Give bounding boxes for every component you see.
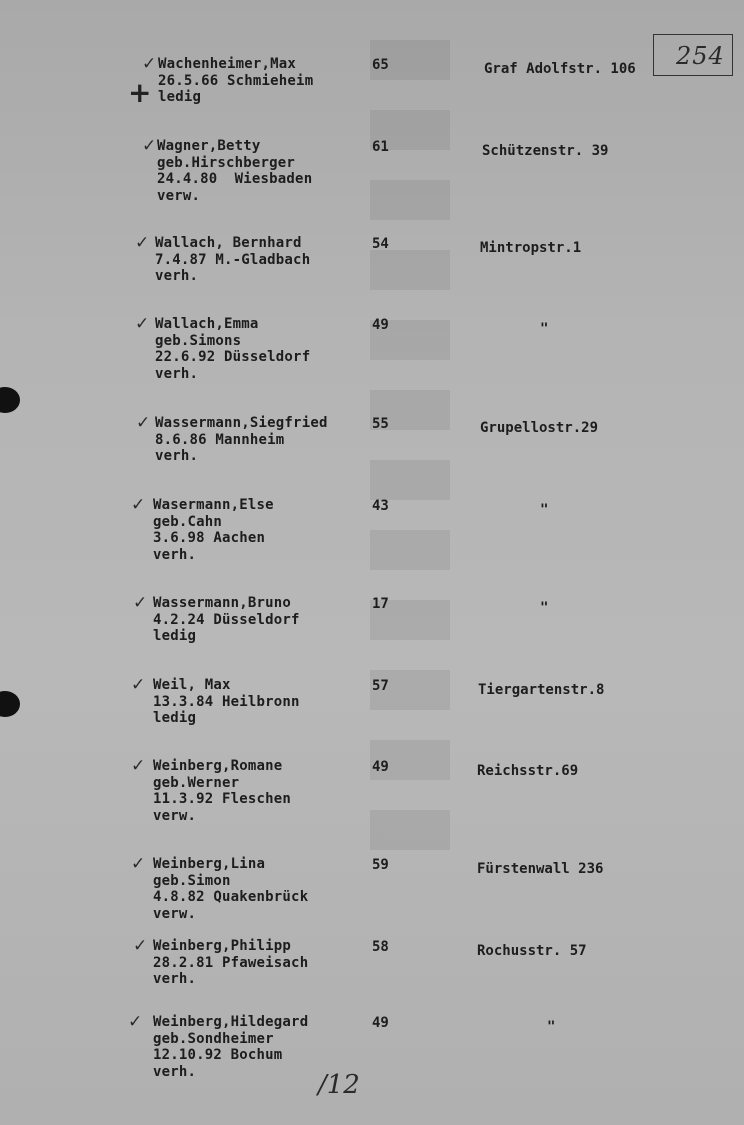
person-address: Graf Adolfstr. 106 [484,61,636,77]
person-age: 17 [372,596,389,612]
list-item [0,235,744,325]
person-age: 58 [372,939,389,955]
person-details [155,235,310,285]
person-address: " [540,502,549,518]
checkmark-icon: ✓ [128,1012,143,1032]
person-detail-line: 22.6.92 Düsseldorf [155,349,311,365]
person-address: Tiergartenstr.8 [478,682,605,698]
person-details [153,497,274,563]
list-item [0,595,744,685]
checkmark-icon: ✓ [131,756,146,776]
person-detail-line: verw. [157,187,201,204]
person-details [153,677,300,727]
person-detail-line: geb.Simon [153,872,231,889]
person-name: Wallach, Bernhard [155,235,302,251]
checkmark-icon: ✓ [131,495,146,515]
person-address: Reichsstr.69 [477,763,579,779]
person-detail-line: verh. [155,365,199,382]
person-detail-line: verw. [153,905,197,922]
person-detail-line: 7.4.87 M.-Gladbach [155,251,311,268]
person-address: Fürstenwall 236 [477,861,604,877]
person-address: Rochusstr. 57 [477,943,587,959]
list-item [0,316,744,406]
person-detail-line: 12.10.92 Bochum [153,1047,283,1063]
person-detail-line: ledig [153,628,197,644]
deceased-cross-mark: + [128,76,152,109]
person-detail-line: 8.6.86 Mannheim [155,431,285,448]
person-name: Wasermann,Else [153,497,274,513]
page-number: 254 [676,42,725,70]
person-address: " [540,600,549,616]
person-age: 49 [372,759,389,775]
checkmark-icon: ✓ [135,233,150,253]
person-age: 49 [372,317,389,333]
person-detail-line: 26.5.66 Schmieheim [158,72,314,89]
person-age: 55 [372,416,389,432]
person-detail-line: geb.Hirschberger [157,154,296,171]
list-item [0,856,744,946]
person-age: 59 [372,857,389,873]
person-detail-line: ledig [153,710,197,726]
person-detail-line: verh. [155,448,199,464]
person-address: Grupellostr.29 [480,420,599,436]
person-details [155,415,328,465]
checkmark-icon: ✓ [133,593,148,613]
person-name: Weinberg,Hildegard [153,1014,309,1030]
person-details [153,1014,308,1080]
person-age: 49 [372,1015,389,1031]
checkmark-icon: ✓ [142,54,157,74]
checkmark-icon: ✓ [133,936,148,956]
checkmark-icon: ✓ [131,854,146,874]
checkmark-icon: ✓ [135,314,150,334]
person-age: 61 [372,139,389,155]
person-name: Wassermann,Siegfried [155,415,328,431]
person-detail-line: verw. [153,807,197,824]
person-name: Weinberg,Philipp [153,938,292,954]
person-detail-line: 4.2.24 Düsseldorf [153,611,300,628]
person-address: Schützenstr. 39 [482,143,609,159]
person-detail-line: verh. [153,971,197,987]
person-name: Wassermann,Bruno [153,595,292,611]
person-detail-line: verh. [155,268,199,284]
person-detail-line: geb.Simons [155,332,242,349]
person-detail-line: 28.2.81 Pfaweisach [153,954,309,971]
person-detail-line: geb.Sondheimer [153,1030,274,1047]
person-address: Mintropstr.1 [480,240,582,256]
person-name: Wachenheimer,Max [158,56,297,72]
person-age: 65 [372,57,389,73]
person-name: Wagner,Betty [157,138,261,154]
person-detail-line: 24.4.80 Wiesbaden [157,171,313,187]
person-details [153,856,308,922]
person-name: Weinberg,Romane [153,758,283,774]
person-name: Wallach,Emma [155,316,259,332]
person-detail-line: geb.Cahn [153,513,223,530]
handwritten-footer-note: /12 [318,1070,360,1100]
person-detail-line: ledig [158,89,202,105]
person-detail-line: 11.3.92 Fleschen [153,791,292,807]
checkmark-icon: ✓ [142,136,157,156]
checkmark-icon: ✓ [136,413,151,433]
list-item [0,415,744,505]
person-detail-line: verh. [153,1063,197,1080]
person-detail-line: 3.6.98 Aachen [153,530,266,546]
list-item [0,56,744,146]
person-details [158,56,313,106]
person-details [157,138,312,204]
person-name: Weinberg,Lina [153,856,266,872]
person-name: Weil, Max [153,677,231,693]
person-address: " [547,1019,556,1035]
person-details [153,938,308,988]
list-item [0,677,744,767]
list-item [0,758,744,848]
list-item [0,138,744,228]
list-item [0,497,744,587]
person-age: 54 [372,236,389,252]
checkmark-icon: ✓ [131,675,146,695]
person-detail-line: 4.8.82 Quakenbrück [153,889,309,905]
person-address: " [540,321,549,337]
person-details [155,316,310,382]
person-detail-line: geb.Werner [153,774,240,791]
person-details [153,758,291,824]
person-details [153,595,300,645]
list-item [0,1014,744,1104]
person-detail-line: 13.3.84 Heilbronn [153,693,300,710]
person-age: 57 [372,678,389,694]
person-age: 43 [372,498,389,514]
person-detail-line: verh. [153,546,197,563]
